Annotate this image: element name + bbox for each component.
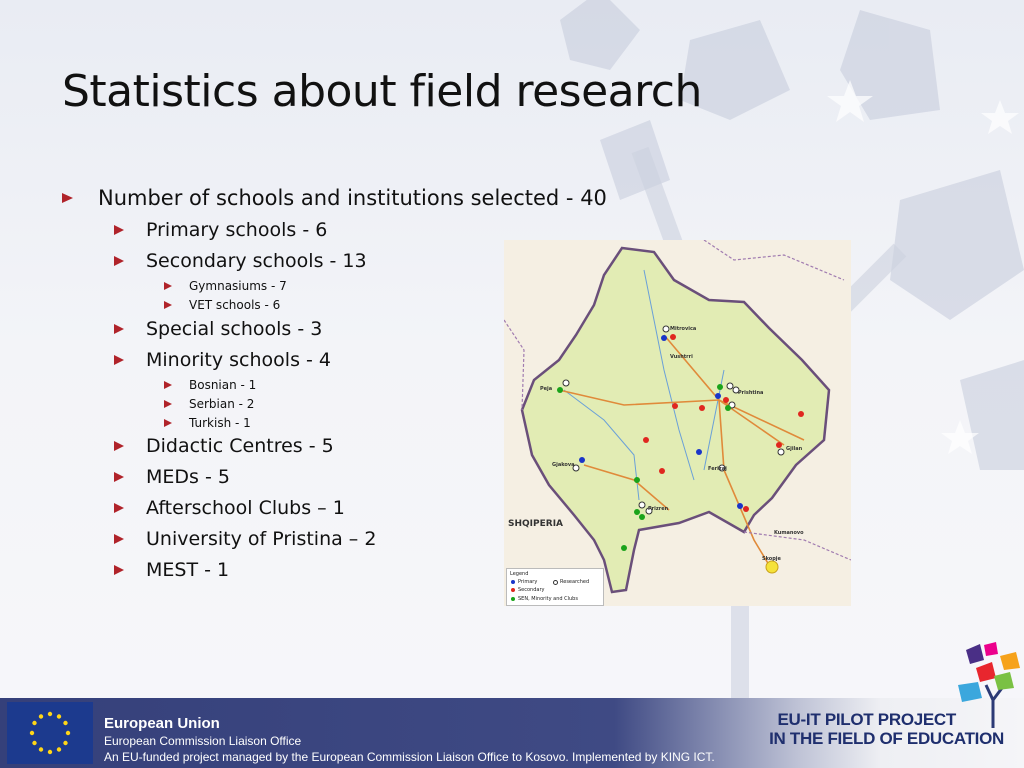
project-title-line1: EU-IT PILOT PROJECT xyxy=(777,710,956,729)
legend-secondary-label: Secondary xyxy=(518,587,545,593)
bullet-arrow-icon xyxy=(114,324,124,334)
city-label: Skopje xyxy=(762,556,781,562)
bullet-text: Gymnasiums - 7 xyxy=(189,279,287,293)
marker-sen xyxy=(634,509,640,515)
decor-star xyxy=(981,100,1019,134)
decor-star-shape xyxy=(890,170,1024,320)
marker-primary xyxy=(661,335,667,341)
bullet-text: VET schools - 6 xyxy=(189,298,281,312)
bullet-arrow-icon xyxy=(164,282,172,290)
marker-primary xyxy=(696,449,702,455)
bullet-item-level-3 xyxy=(164,298,280,312)
marker-secondary xyxy=(699,405,705,411)
bullet-text: MEDs - 5 xyxy=(146,466,230,488)
bullet-item-level-3 xyxy=(164,397,254,411)
bullet-text: MEST - 1 xyxy=(146,559,230,581)
legend-sen-swatch xyxy=(511,597,515,601)
project-title-line2: IN THE FIELD OF EDUCATION xyxy=(769,729,1004,748)
marker-secondary xyxy=(672,403,678,409)
legend-primary-swatch xyxy=(511,580,515,584)
footer-description: An EU-funded project managed by the European Commission Liaison Office to Kosovo. Implemented by KING ICT. xyxy=(104,750,715,764)
bullet-text: Didactic Centres - 5 xyxy=(146,435,334,457)
marker-secondary xyxy=(670,334,676,340)
bullet-arrow-icon xyxy=(164,400,172,408)
bullet-arrow-icon xyxy=(164,301,172,309)
bullet-text: Secondary schools - 13 xyxy=(146,250,367,272)
marker-secondary xyxy=(723,397,729,403)
bullet-item-level-2 xyxy=(114,435,334,457)
marker-sen xyxy=(639,514,645,520)
bullet-arrow-icon xyxy=(114,441,124,451)
bullet-arrow-icon xyxy=(114,472,124,482)
marker-sen xyxy=(717,384,723,390)
legend-researched-label: Researched xyxy=(560,579,590,585)
bullet-item-level-2 xyxy=(114,528,376,550)
city-label: Mitrovica xyxy=(670,326,697,332)
eu-flag-icon xyxy=(7,702,93,764)
legend-title: Legend xyxy=(510,571,529,577)
marker-researched xyxy=(778,449,784,455)
bullet-text: Bosnian - 1 xyxy=(189,378,257,392)
bullet-arrow-icon xyxy=(114,225,124,235)
bullet-item-level-2 xyxy=(114,349,331,371)
marker-secondary xyxy=(643,437,649,443)
bullet-arrow-icon xyxy=(114,355,124,365)
bullet-text: Special schools - 3 xyxy=(146,318,323,340)
marker-researched xyxy=(639,502,645,508)
marker-sen xyxy=(557,387,563,393)
marker-skopje xyxy=(766,561,778,573)
marker-sen xyxy=(634,477,640,483)
city-label: Prizren xyxy=(648,506,669,512)
city-label: Gjilan xyxy=(786,446,803,452)
bullet-arrow-icon xyxy=(164,381,172,389)
marker-secondary xyxy=(776,442,782,448)
bullet-item-level-1 xyxy=(62,186,607,210)
bullet-arrow-icon xyxy=(164,419,172,427)
legend-primary-label: Primary xyxy=(518,579,538,585)
legend-sen-label: SEN, Minority and Clubs xyxy=(518,596,578,602)
marker-sen xyxy=(621,545,627,551)
bullet-text: Primary schools - 6 xyxy=(146,219,328,241)
marker-sen xyxy=(725,405,731,411)
marker-primary xyxy=(579,457,585,463)
bullet-item-level-2 xyxy=(114,318,322,340)
kosovo-map xyxy=(504,240,851,606)
country-label: SHQIPERIA xyxy=(508,519,564,529)
decor-star-shape xyxy=(560,0,640,70)
bullet-text: Number of schools and institutions selected - 40 xyxy=(98,186,607,210)
city-label: Vushtrri xyxy=(670,354,693,360)
bullet-text: Afterschool Clubs – 1 xyxy=(146,497,345,519)
bullet-item-level-2 xyxy=(114,219,327,241)
bullet-text: Serbian - 2 xyxy=(189,397,255,411)
bullet-item-level-2 xyxy=(114,559,229,581)
bullet-arrow-icon xyxy=(62,193,73,203)
bullet-item-level-3 xyxy=(164,416,251,430)
footer-org: European Union xyxy=(104,715,220,732)
bullet-item-level-2 xyxy=(114,250,367,272)
bullet-text: University of Pristina – 2 xyxy=(146,528,377,550)
marker-researched xyxy=(727,383,733,389)
bullet-arrow-icon xyxy=(114,503,124,513)
marker-primary xyxy=(737,503,743,509)
bullet-text: Turkish - 1 xyxy=(189,416,251,430)
bullet-arrow-icon xyxy=(114,534,124,544)
city-label: Peja xyxy=(540,386,553,392)
bullet-item-level-3 xyxy=(164,378,256,392)
legend-secondary-swatch xyxy=(511,588,515,592)
city-label: Kumanovo xyxy=(774,530,804,536)
marker-secondary xyxy=(798,411,804,417)
bullet-arrow-icon xyxy=(114,256,124,266)
city-label: Prishtina xyxy=(738,390,764,396)
bullet-item-level-3 xyxy=(164,279,287,293)
city-label: Ferizaj xyxy=(708,466,727,472)
city-label: Gjakova xyxy=(552,462,575,468)
marker-secondary xyxy=(743,506,749,512)
bullet-item-level-2 xyxy=(114,466,230,488)
footer-office: European Commission Liaison Office xyxy=(104,734,302,748)
marker-secondary xyxy=(659,468,665,474)
map-drawing xyxy=(504,240,851,606)
marker-researched xyxy=(563,380,569,386)
map-legend xyxy=(506,568,604,606)
legend-researched-swatch xyxy=(553,580,558,585)
bullet-item-level-2 xyxy=(114,497,345,519)
bullet-arrow-icon xyxy=(114,565,124,575)
slide-title: Statistics about field research xyxy=(62,66,702,117)
bullet-text: Minority schools - 4 xyxy=(146,349,331,371)
marker-researched xyxy=(663,326,669,332)
marker-primary xyxy=(715,393,721,399)
decor-star-shape xyxy=(960,360,1024,470)
